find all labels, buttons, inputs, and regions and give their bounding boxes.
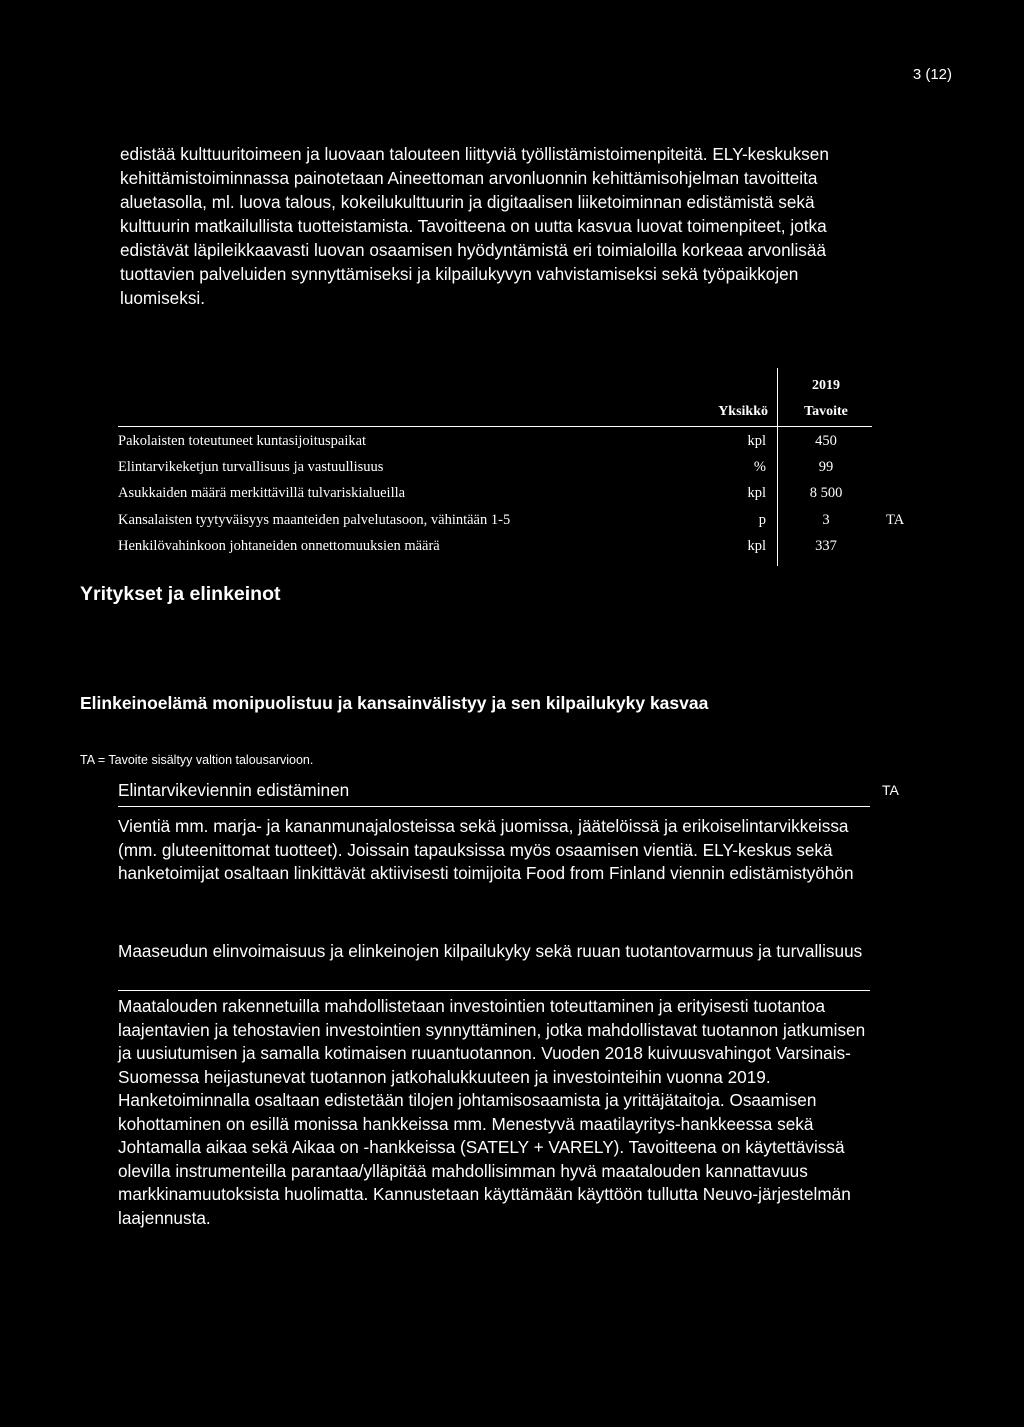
row-label: Asukkaiden määrä merkittävillä tulvariskialueilla bbox=[118, 485, 406, 501]
row-value: 450 bbox=[815, 433, 837, 449]
row-value: 99 bbox=[818, 459, 834, 475]
table-unit-header: Yksikkö bbox=[718, 404, 768, 419]
row-value: 337 bbox=[815, 538, 837, 554]
topic-flag: TA bbox=[882, 782, 899, 798]
topic-title-food-export: Elintarvikeviennin edistäminen bbox=[118, 780, 350, 800]
section-heading: Yritykset ja elinkeinot bbox=[80, 583, 281, 605]
table-row bbox=[118, 485, 878, 507]
topic-text-rural: Maatalouden rakennetuilla mahdollistetaan investointien toteuttaminen ja erityisesti tuotantoa laajentavien ja tehostavien investointien synnyttäminen, jotka mahdollistavat tuotannon jatkumisen ja uusiutumisen ja samalla kotimaisen ruuantuotannon. Vuoden 2018 kuivuusvahingot Varsinais-Suomessa heijastunevat tuotannon jatkohalukkuuteen ja investointeihin vuonna 2019. Hanketoiminnalla osaltaan edistetään tilojen johtamisosaamista ja yrittäjätaitoja. Osaamisen kohottaminen on esillä monissa hankkeissa mm. Menestyvä maatilayritys-hankkeessa sekä Johtamalla aikaa sekä Aikaa on -hankkeissa (SATELY + VARELY). Tavoitteena on käytettävissä olevilla instrumenteilla parantaa/ylläpitää mahdollisimman hyvä maatalouden kannattavuus markkinamuutoksista huolimatta. Kannustetaan käyttämään käyttöön tullutta Neuvo-järjestelmän laajennusta. bbox=[118, 996, 866, 1228]
row-value: 3 bbox=[822, 512, 830, 528]
topic-title-rural: Maaseudun elinvoimaisuus ja elinkeinojen kilpailukyky sekä ruuan tuotantovarmuus ja turvallisuus bbox=[118, 941, 863, 961]
topic-rule bbox=[118, 806, 870, 807]
row-unit: p bbox=[758, 512, 766, 528]
table-row bbox=[118, 538, 878, 560]
row-unit: kpl bbox=[747, 433, 766, 449]
row-label: Kansalaisten tyytyväisyys maanteiden palvelutasoon, vähintään 1-5 bbox=[118, 512, 511, 528]
row-label: Pakolaisten toteutuneet kuntasijoituspaikat bbox=[118, 433, 367, 449]
row-unit: kpl bbox=[747, 538, 766, 554]
ta-note: TA = Tavoite sisältyy valtion talousarvioon. bbox=[80, 753, 314, 767]
intro-paragraph: edistää kulttuuritoimeen ja luovaan talouteen liittyviä työllistämistoimenpiteitä. ELY-keskuksen kehittämistoiminnassa painotetaan Aineettoman arvonluonnin kehittämisohjelman tavoitteita aluetasolla, ml. luova talous, kokeilukulttuurin ja digitaalisen liiketoiminnan edistämistä sekä kulttuurin matkailullista tuotteistamista. Tavoitteena on uutta kasvua luovat toimenpiteet, jotka edistävät läpileikkaavasti luovan osaamisen hyödyntämistä eri toimialoilla korkeaa arvonlisää tuottavien palveluiden synnyttämiseksi ja kilpailukyvyn vahvistamiseksi sekä työpaikkojen luomiseksi. bbox=[120, 144, 829, 308]
row-label: Henkilövahinkoon johtaneiden onnettomuuksien määrä bbox=[118, 538, 440, 554]
topic-rule bbox=[118, 990, 870, 991]
table-year-header: 2019 bbox=[812, 378, 840, 393]
subheading: Elinkeinoelämä monipuolistuu ja kansainvälistyy ja sen kilpailukyky kasvaa bbox=[80, 693, 709, 713]
page-number: 3 (12) bbox=[912, 66, 952, 83]
table-row bbox=[118, 433, 878, 455]
row-value: 8 500 bbox=[809, 485, 843, 501]
table-header-rule bbox=[118, 426, 872, 427]
table-target-header: Tavoite bbox=[804, 404, 848, 419]
table-row bbox=[118, 459, 878, 481]
table-row bbox=[118, 512, 905, 534]
row-unit: % bbox=[753, 459, 766, 475]
row-unit: kpl bbox=[747, 485, 766, 501]
topic-text-food-export: Vientiä mm. marja- ja kananmunajalosteissa sekä juomissa, jäätelöissä ja erikoiselintarvikkeissa (mm. gluteenittomat tuotteet). Joissain tapauksissa myös osaamisen vientiä. ELY-keskus sekä hanketoimijat osaltaan linkittävät aktiivisesti toimijoita Food from Finland viennin edistämistyöhön bbox=[118, 816, 854, 884]
row-label: Elintarvikeketjun turvallisuus ja vastuullisuus bbox=[118, 459, 384, 475]
row-flag: TA bbox=[886, 512, 905, 528]
